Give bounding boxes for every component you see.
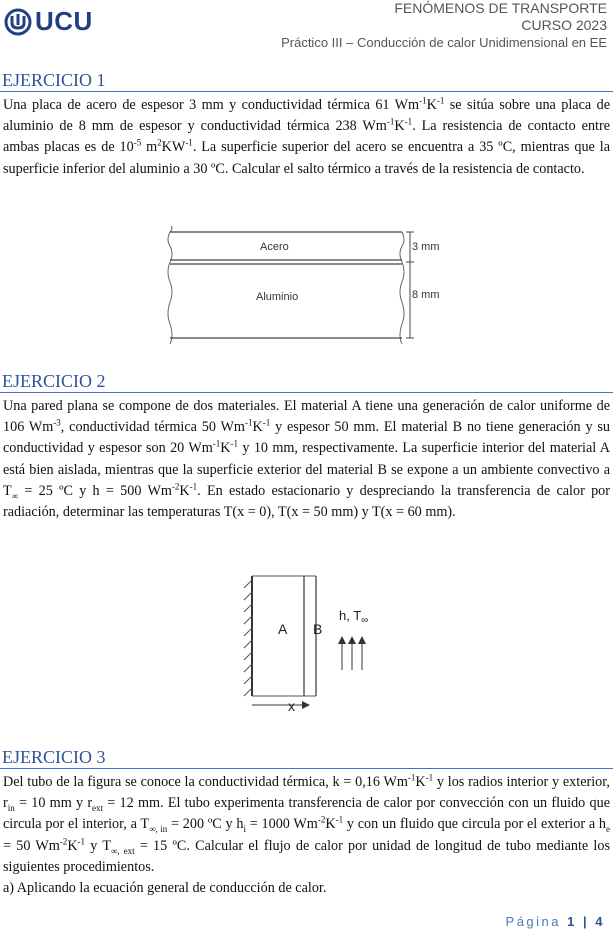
exercise-1 [0, 69, 613, 180]
ucu-logo [4, 6, 93, 37]
page-number: 1 [567, 914, 577, 929]
exercise-3-title: EJERCICIO 3 [0, 746, 613, 769]
logo-text: UCU [35, 6, 93, 36]
plates-figure [160, 226, 460, 350]
exercise-2 [0, 370, 613, 523]
page-word: Página [505, 914, 562, 929]
convection-label: h, $T_\infty$ [339, 608, 369, 626]
material-b-label: B [313, 621, 323, 637]
exercise-3-item-a: a) Aplicando la ecuación general de conducción de calor. [3, 880, 327, 897]
exercise-3-text: Del tubo de la figura se conoce la conductividad térmica, k = 0,16 $Wm^{-1}K^{-1}$ y los radios interior y exterior, $r_{in} = 10$ mm y $r_{ext} = 12$ mm. El tubo experimenta transferencia de calor por convección con un fluido que circula por el interior, a $T_{\infty, in} = 200$ ºC y $h_i = 1000$ $Wm^{-2}K^{-1}$ y con un fluido que circula por el exterior a $h_e = 50$ $Wm^{-2}K^{-1}$ y $T_{\infty, ext} = 15$ ºC. Calcular el flujo de calor por unidad de longitud de tubo mediante los siguientes procedimientos. [3, 772, 611, 875]
course-name: FENÓMENOS DE TRANSPORTE [394, 0, 607, 16]
practice-title: Práctico III – Conducción de calor Unidimensional en EE [281, 35, 607, 50]
course-year: CURSO 2023 [521, 17, 607, 33]
exercise-2-title: EJERCICIO 2 [0, 370, 613, 393]
steel-label: Acero [260, 241, 289, 253]
exercise-2-text: Una pared plana se compone de dos materiales. El material A tiene una generación de calor uniforme de 106 $Wm^{-3}$, conductividad térmica 50 $Wm^{-1}K^{-1}$ y espesor 50 mm. El material B no tiene generación y su conductividad y espesor son 20 $Wm^{-1}K^{-1}$ y 10 mm, respectivamente. La superficie interior del material A está bien aislada, mientras que la superficie exterior del material B se expone a un ambiente convectivo a $T_\infty = 25$ ºC y h = 500 $Wm^{-2}K^{-1}$. En estado estacionario y despreciando la transferencia de calor por radiación, determinar las temperaturas T(x = 0), T(x = 50 mm) y T(x = 60 mm). [3, 398, 611, 521]
steel-thickness: 3 mm [412, 241, 440, 253]
page-header [281, 0, 607, 51]
aluminum-label: Aluminio [256, 291, 299, 303]
material-a-label: A [278, 621, 288, 637]
page-footer [506, 914, 605, 929]
page-separator: | [583, 914, 590, 929]
x-axis-label: x [288, 698, 295, 714]
page-total: 4 [595, 914, 605, 929]
aluminum-thickness: 8 mm [412, 289, 440, 301]
ucu-emblem-icon [4, 8, 32, 36]
exercise-1-title: EJERCICIO 1 [0, 69, 613, 92]
wall-figure [236, 570, 386, 720]
exercise-3 [0, 746, 613, 899]
exercise-1-text: Una placa de acero de espesor 3 mm y conductividad térmica 61 $Wm^{-1}K^{-1}$ se sitúa sobre una placa de aluminio de 8 mm de espesor y conductividad térmica 238 $Wm^{-1}K^{-1}$. La resistencia de contacto entre ambas placas es de $10^{-5}$ $m^2KW^{-1}$. La superficie superior del acero se encuentra a 35 ºC, mientras que la superficie inferior del aluminio a 30 ºC. Calcular el salto térmico a través de la resistencia de contacto. [3, 95, 611, 177]
